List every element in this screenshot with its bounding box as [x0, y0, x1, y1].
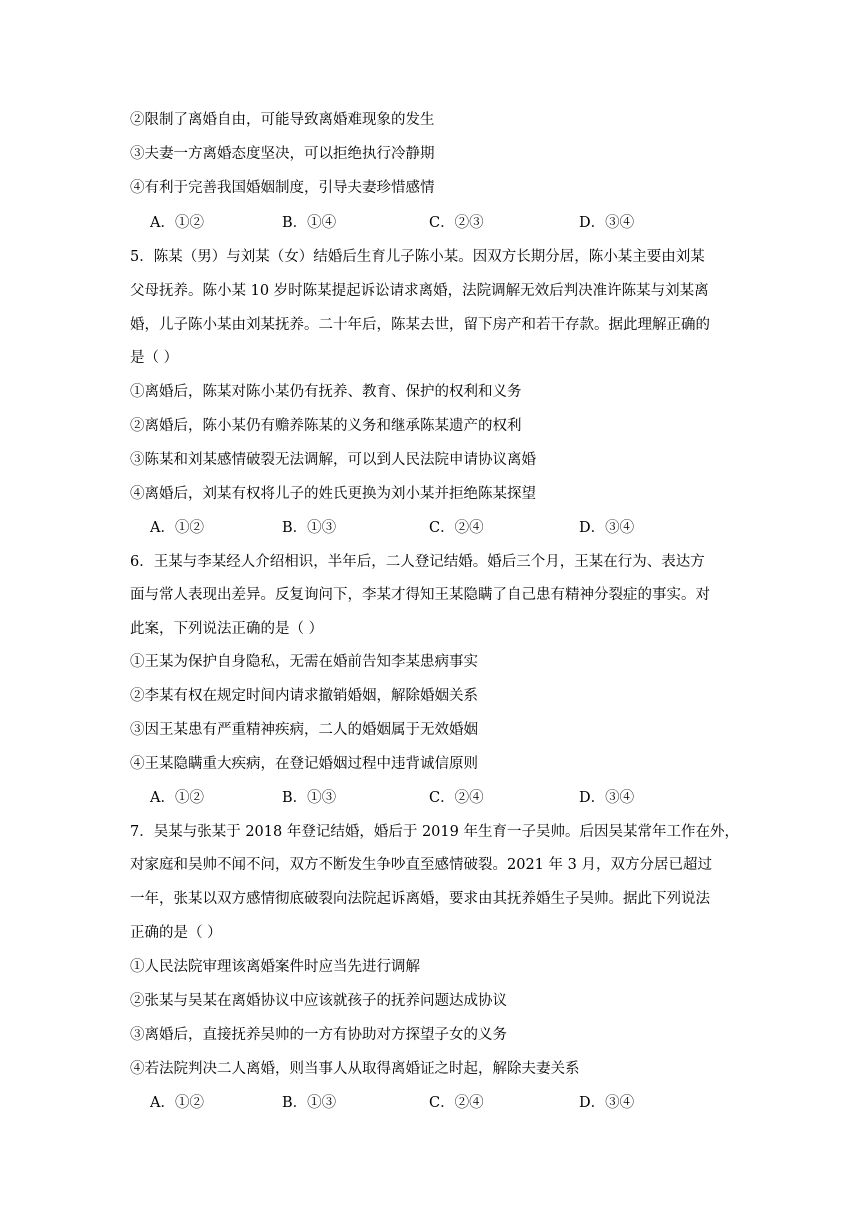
q6-stem-line: 此案，下列说法正确的是（ ） [130, 621, 324, 637]
q6-option-c: C．②④ [429, 790, 484, 806]
q7-stem-line: 正确的是（ ） [130, 925, 222, 941]
q6-stem-line: 面与常人表现出差异。反复询问下，李某才得知王某隐瞒了自己患有精神分裂症的事实。对 [130, 587, 710, 603]
q7-option-d: D．③④ [579, 1095, 635, 1111]
q6-option-b: B．①③ [282, 790, 337, 806]
q6-statement-4: ④王某隐瞒重大疾病，在登记婚姻过程中违背诚信原则 [130, 756, 478, 772]
q7-stem-line: 对家庭和吴帅不闻不问，双方不断发生争吵直至感情破裂。2021 年 3 月，双方分居已超过 [130, 857, 712, 873]
q6-statement-3: ③因王某患有严重精神疾病，二人的婚姻属于无效婚姻 [130, 722, 478, 738]
q6-stem-line: 6．王某与李某经人介绍相识，半年后，二人登记结婚。婚后三个月，王某在行为、表达方 [130, 554, 705, 570]
q5-statement-1: ①离婚后，陈某对陈小某仍有抚养、教育、保护的权利和义务 [130, 384, 522, 400]
q5-option-d: D．③④ [579, 520, 635, 536]
q5-option-b: B．①③ [282, 520, 337, 536]
q5-statement-3: ③陈某和刘某感情破裂无法调解，可以到人民法院申请协议离婚 [130, 452, 536, 468]
q7-statement-2: ②张某与吴某在离婚协议中应该就孩子的抚养问题达成协议 [130, 993, 507, 1009]
q6-statement-1: ①王某为保护自身隐私，无需在婚前告知李某患病事实 [130, 654, 478, 670]
q7-statement-3: ③离婚后，直接抚养吴帅的一方有协助对方探望子女的义务 [130, 1027, 507, 1043]
q5-statement-4: ④离婚后，刘某有权将儿子的姓氏更换为刘小某并拒绝陈某探望 [130, 486, 536, 502]
q5-option-c: C．②④ [429, 520, 484, 536]
q7-option-b: B．①③ [282, 1095, 337, 1111]
q7-stem-line: 一年，张某以双方感情彻底破裂向法院起诉离婚，要求由其抚养婚生子吴帅。据此下列说法 [130, 891, 710, 907]
q4-statement-4: ④有利于完善我国婚姻制度，引导夫妻珍惜感情 [130, 180, 435, 196]
q6-option-d: D．③④ [579, 790, 635, 806]
q4-options [150, 213, 710, 233]
q4-option-c: C．②③ [429, 215, 484, 231]
q5-stem-line: 婚，儿子陈小某由刘某抚养。二十年后，陈某去世，留下房产和若干存款。据此理解正确的 [130, 317, 710, 333]
q4-statement-2: ②限制了离婚自由，可能导致离婚难现象的发生 [130, 112, 435, 128]
q7-statement-4: ④若法院判决二人离婚，则当事人从取得离婚证之时起，解除夫妻关系 [130, 1061, 580, 1077]
q5-options [150, 518, 710, 538]
q6-option-a: A．①② [150, 790, 204, 806]
q5-statement-2: ②离婚后，陈小某仍有赡养陈某的义务和继承陈某遗产的权利 [130, 418, 522, 434]
q5-option-a: A．①② [150, 520, 204, 536]
q7-stem-line: 7．吴某与张某于 2018 年登记结婚，婚后于 2019 年生育一子吴帅。后因吴某常年工作在外， [130, 824, 739, 840]
q5-stem-line: 是（ ） [130, 350, 179, 366]
q7-statement-1: ①人民法院审理该离婚案件时应当先进行调解 [130, 959, 420, 975]
q4-option-a: A．①② [150, 215, 204, 231]
q5-stem-line: 父母抚养。陈小某 10 岁时陈某提起诉讼请求离婚，法院调解无效后判决准许陈某与刘某离 [130, 283, 709, 299]
q4-option-d: D．③④ [579, 215, 635, 231]
q7-option-c: C．②④ [429, 1095, 484, 1111]
q5-stem-line: 5．陈某（男）与刘某（女）结婚后生育儿子陈小某。因双方长期分居，陈小某主要由刘某 [130, 249, 705, 265]
q6-options [150, 788, 710, 808]
q7-options [150, 1093, 710, 1113]
q7-option-a: A．①② [150, 1095, 204, 1111]
q4-statement-3: ③夫妻一方离婚态度坚决，可以拒绝执行冷静期 [130, 146, 435, 162]
q6-statement-2: ②李某有权在规定时间内请求撤销婚姻，解除婚姻关系 [130, 688, 478, 704]
q4-option-b: B．①④ [282, 215, 337, 231]
